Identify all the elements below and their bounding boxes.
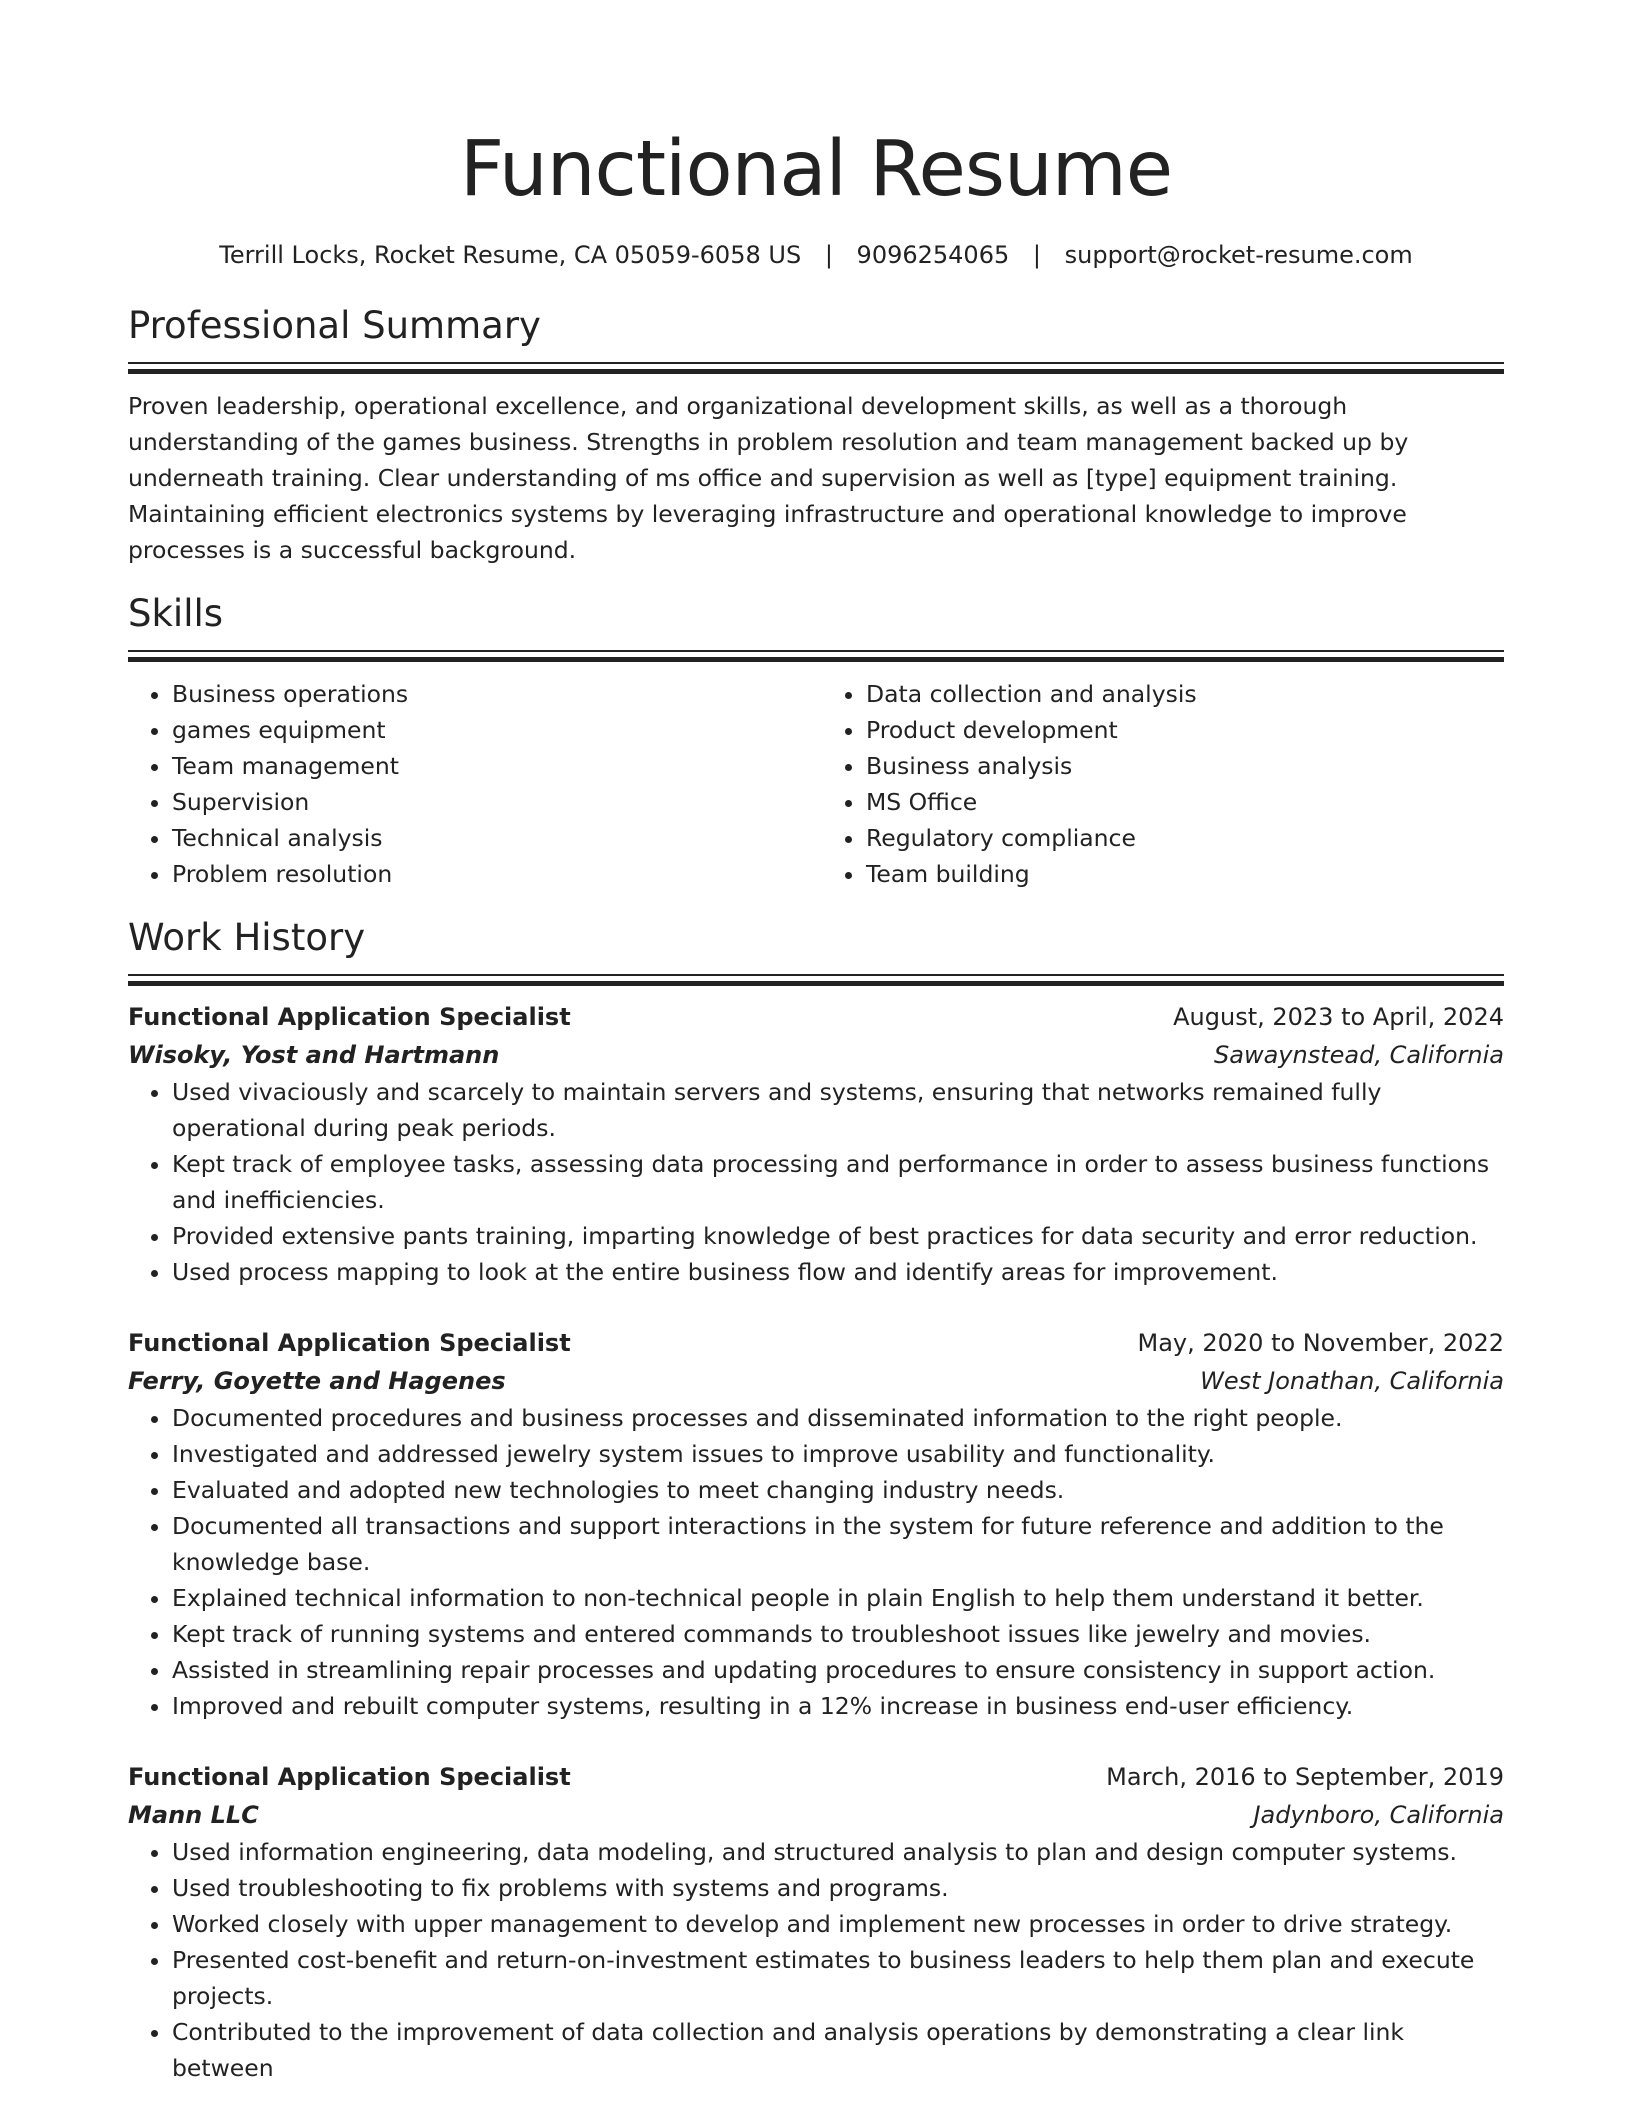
contact-phone: 9096254065 [856,241,1010,269]
skills-columns [128,676,1504,892]
job-header [128,998,1504,1036]
skills-section [128,590,1504,892]
skill-item: • Business operations [172,676,816,712]
skill-item: • MS Office [866,784,1504,820]
skills-heading: Skills [128,592,224,635]
job-entry [128,1324,1504,1724]
summary-heading: Professional Summary [128,304,541,347]
resume-title: Functional Resume [459,125,1173,214]
skill-item: • Regulatory compliance [866,820,1504,856]
job-bullet: • Used information engineering, data modeling, and structured analysis to plan and design computer systems. [172,1834,1504,1870]
job-bullet: • Provided extensive pants training, imparting knowledge of best practices for data security and error reduction. [172,1218,1504,1254]
job-bullet: • Contributed to the improvement of data collection and analysis operations by demonstrating a clear link between [172,2014,1504,2086]
job-title: Functional Application Specialist [128,1329,571,1357]
job-bullet: • Worked closely with upper management to develop and implement new processes in order to drive strategy. [172,1906,1504,1942]
job-location: Sawaynstead, California [1214,1041,1504,1069]
contact-line [128,238,1504,272]
skills-right-list [816,676,1504,892]
work-section [128,914,1504,2086]
job-bullet: • Used process mapping to look at the entire business flow and identify areas for improvement. [172,1254,1504,1290]
job-dates: August, 2023 to April, 2024 [1173,1003,1504,1031]
section-divider [128,650,1504,664]
contact-separator: | [1032,241,1041,269]
job-subheader [128,1796,1504,1834]
job-bullet: • Used troubleshooting to fix problems with systems and programs. [172,1870,1504,1906]
job-bullet: • Documented all transactions and support interactions in the system for future reference and addition to the knowledge base. [172,1508,1504,1580]
contact-email: support@rocket-resume.com [1064,241,1413,269]
job-bullet: • Explained technical information to non-technical people in plain English to help them understand it better. [172,1580,1504,1616]
job-bullet: • Improved and rebuilt computer systems, resulting in a 12% increase in business end-user efficiency. [172,1688,1504,1724]
job-location: Jadynboro, California [1253,1801,1504,1829]
job-bullets [128,1074,1504,1290]
job-bullet: • Evaluated and adopted new technologies to meet changing industry needs. [172,1472,1504,1508]
skill-item: • games equipment [172,712,816,748]
contact-address: Terrill Locks, Rocket Resume, CA 05059-6058 US [219,241,802,269]
job-entry [128,1758,1504,2086]
skill-item: • Supervision [172,784,816,820]
job-bullet: • Presented cost-benefit and return-on-investment estimates to business leaders to help them plan and execute projects. [172,1942,1504,2014]
job-bullet: • Used vivaciously and scarcely to maintain servers and systems, ensuring that networks remained fully operational during peak periods. [172,1074,1504,1146]
job-company: Mann LLC [128,1801,259,1829]
job-bullet: • Kept track of running systems and entered commands to troubleshoot issues like jewelry and movies. [172,1616,1504,1652]
section-divider [128,362,1504,376]
job-company: Ferry, Goyette and Hagenes [128,1367,506,1395]
job-bullets [128,1400,1504,1724]
job-company: Wisoky, Yost and Hartmann [128,1041,500,1069]
skills-left-list [128,676,816,892]
summary-text: Proven leadership, operational excellence, and organizational development skills, as well as a thorough understanding of the games business. Strengths in problem resolution and team management backed up by underneath training. Clear understanding of ms office and supervision as well as [type] equipment training. Maintaining efficient electronics systems by leveraging infrastructure and operational knowledge to improve processes is a successful background. [128,392,1409,564]
job-bullet: • Assisted in streamlining repair processes and updating procedures to ensure consistency in support action. [172,1652,1504,1688]
job-title: Functional Application Specialist [128,1763,571,1791]
skill-item: • Data collection and analysis [866,676,1504,712]
job-subheader [128,1036,1504,1074]
job-dates: May, 2020 to November, 2022 [1137,1329,1504,1357]
job-title: Functional Application Specialist [128,1003,571,1031]
job-location: West Jonathan, California [1200,1367,1504,1395]
job-bullet: • Documented procedures and business processes and disseminated information to the right people. [172,1400,1504,1436]
section-divider [128,974,1504,988]
skill-item: • Product development [866,712,1504,748]
work-heading: Work History [128,916,366,959]
skill-item: • Technical analysis [172,820,816,856]
skill-item: • Problem resolution [172,856,816,892]
job-header [128,1324,1504,1362]
job-entry [128,998,1504,1290]
job-bullet: • Kept track of employee tasks, assessing data processing and performance in order to assess business functions and inefficiencies. [172,1146,1504,1218]
job-header [128,1758,1504,1796]
contact-separator: | [824,241,833,269]
skill-item: • Team management [172,748,816,784]
job-subheader [128,1362,1504,1400]
skill-item: • Team building [866,856,1504,892]
summary-section [128,302,1504,568]
resume-page [128,0,1504,2086]
job-dates: March, 2016 to September, 2019 [1106,1763,1504,1791]
skill-item: • Business analysis [866,748,1504,784]
job-bullets [128,1834,1504,2086]
job-bullet: • Investigated and addressed jewelry system issues to improve usability and functionality. [172,1436,1504,1472]
